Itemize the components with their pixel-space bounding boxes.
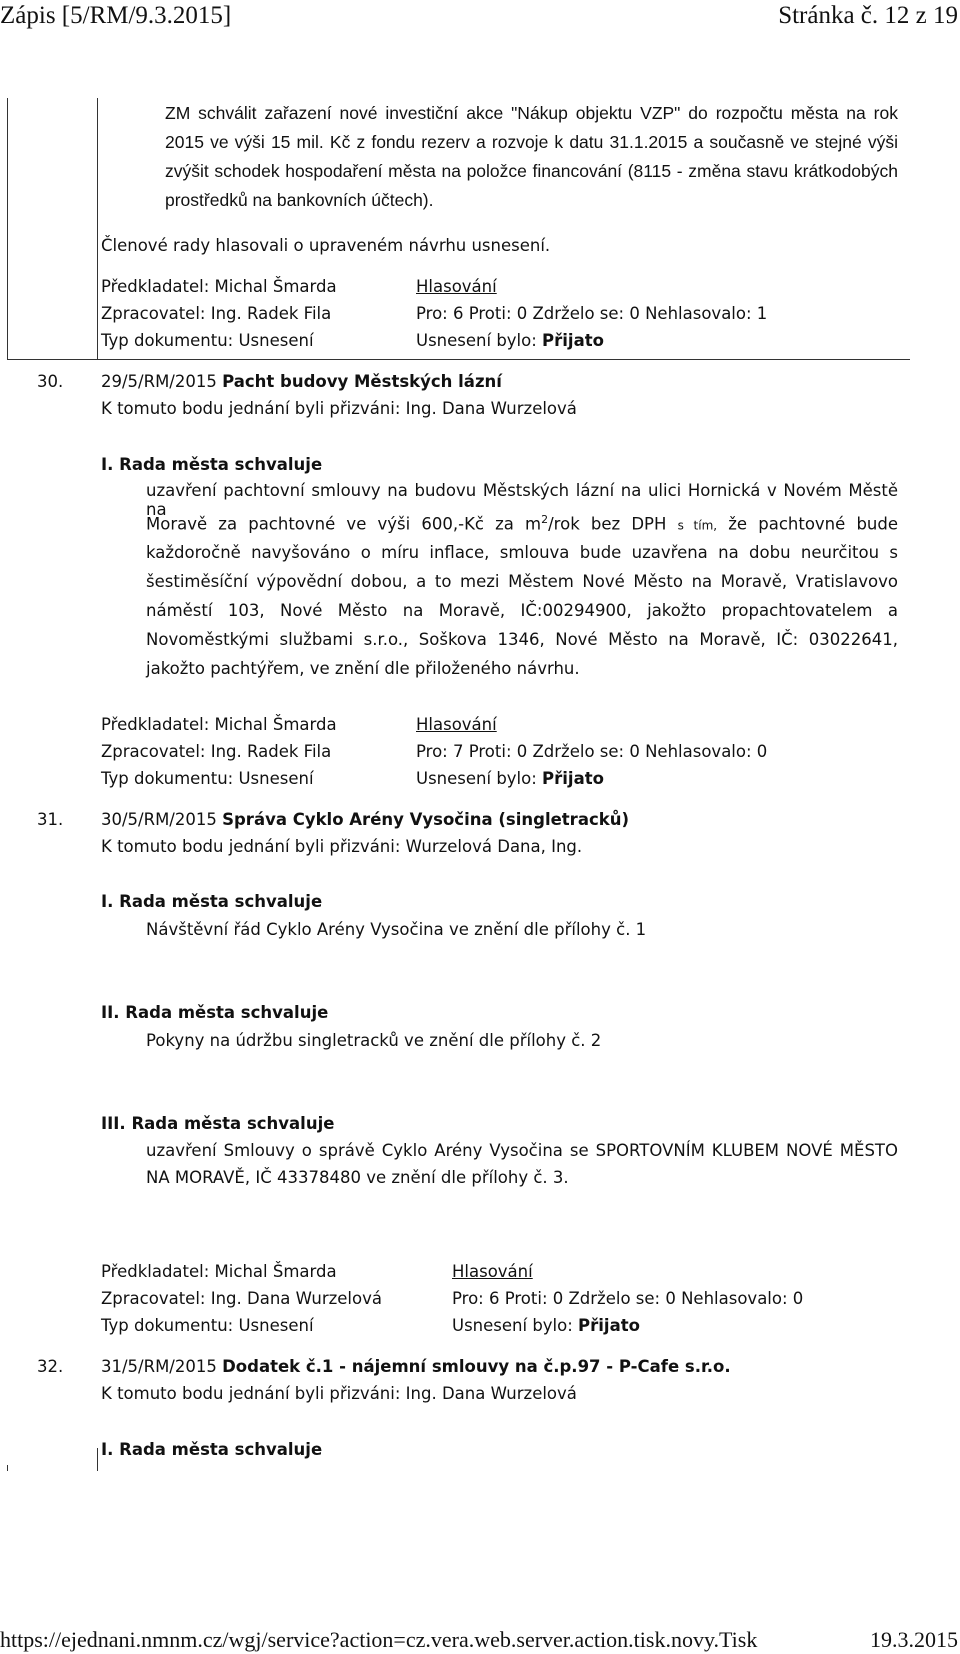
item-number: 31. (37, 810, 64, 829)
resolution-text-rest: každoročně navyšováno o míru inflace, smlouva bude uzavřena na dobu neurčitou s šestiměsíční výpovědní dobou, a to mezi Městem Nové Město na Moravě, Vratislavovo náměstí 103, Nové Město na Moravě, IČ:00294900, jakožto propachtovatelem a Novoměstkými službami s.r.o., Soškova 1346, Nové Město na Moravě, IČ: 03022641, jakožto pachtýřem, ve znění dle přiloženého návrhu. (146, 543, 898, 678)
page-footer-date: 19.3.2015 (870, 1627, 958, 1652)
result-label: Usnesení bylo: (416, 769, 543, 788)
resolution-heading (101, 455, 322, 474)
table-left-border (7, 98, 8, 360)
resolution-heading-text: Rada města schvaluje (119, 1440, 323, 1459)
item-title-text: Pacht budovy Městských lázní (222, 372, 502, 391)
item-title (101, 1357, 731, 1376)
resolution-text: Pokyny na údržbu singletracků ve znění dle přílohy č. 2 (146, 1031, 602, 1050)
carryover-result (416, 331, 604, 350)
carryover-hlasovani-heading: Hlasování (416, 277, 497, 296)
page-header-page-number: Stránka č. 12 z 19 (778, 2, 958, 29)
carryover-zpracovatel: Zpracovatel: Ing. Radek Fila (101, 304, 332, 323)
resolution-number: I. (101, 455, 120, 474)
resolution-text: Návštěvní řád Cyklo Arény Vysočina ve znění dle přílohy č. 1 (146, 920, 647, 939)
resolution-heading-text: Rada města schvaluje (131, 1114, 335, 1133)
carryover-predkladatel: Předkladatel: Michal Šmarda (101, 277, 337, 296)
item-title-text: Dodatek č.1 - nájemní smlouvy na č.p.97 - P-Cafe s.r.o. (222, 1357, 731, 1376)
table-inner-border (97, 98, 98, 360)
resolution-number: III. (101, 1114, 132, 1133)
resolution-text-part: /rok bez DPH (548, 514, 678, 534)
resolution-text-line1: uzavření Smlouvy o správě Cyklo Arény Vysočina se SPORTOVNÍM KLUBEM NOVÉ MĚSTO (146, 1141, 898, 1160)
page-footer-url: https://ejednani.nmnm.cz/wgj/service?action=cz.vera.web.server.action.tisk.novy.Tisk (0, 1627, 758, 1652)
table-bottom-border (7, 359, 910, 360)
resolution-number: I. (101, 1440, 120, 1459)
item30-hlasovani-heading: Hlasování (416, 715, 497, 734)
resolution-number: II. (101, 1003, 126, 1022)
resolution-text-part: že pachtovné bude (717, 514, 899, 534)
item30-result (416, 769, 604, 788)
item30-votes: Pro: 7 Proti: 0 Zdrželo se: 0 Nehlasovalo: 0 (416, 742, 768, 761)
result-value: Přijato (542, 331, 604, 350)
table-inner-border-bottom (97, 1448, 98, 1471)
carryover-typ: Typ dokumentu: Usnesení (101, 331, 314, 350)
item31-predkladatel: Předkladatel: Michal Šmarda (101, 1262, 337, 1281)
resolution-heading (101, 892, 322, 911)
item-title (101, 810, 629, 829)
item-number: 32. (37, 1357, 64, 1376)
superscript-2: 2 (541, 513, 549, 526)
item-invited: K tomuto bodu jednání byli přizváni: Ing. Dana Wurzelová (101, 1384, 577, 1403)
members-note: Členové rady hlasovali o upraveném návrhu usnesení. (101, 236, 551, 255)
page-header-title: Zápis [5/RM/9.3.2015] (0, 2, 232, 29)
item30-predkladatel: Předkladatel: Michal Šmarda (101, 715, 337, 734)
resolution-heading (101, 1440, 322, 1459)
resolution-text-line1: uzavření pachtovní smlouvy na budovu Městských lázní na ulici Hornická v Novém Městě na (146, 481, 898, 519)
item31-votes: Pro: 6 Proti: 0 Zdrželo se: 0 Nehlasovalo: 0 (452, 1289, 804, 1308)
item-number: 30. (37, 372, 64, 391)
resolution-text-part: Moravě za pachtovné ve výši 600,-Kč za m (146, 514, 542, 534)
result-value: Přijato (542, 769, 604, 788)
item-title (101, 372, 502, 391)
resolution-heading (101, 1003, 328, 1022)
item31-zpracovatel: Zpracovatel: Ing. Dana Wurzelová (101, 1289, 382, 1308)
item-title-text: Správa Cyklo Arény Vysočina (singletracků) (222, 810, 629, 829)
item-code: 29/5/RM/2015 (101, 372, 223, 391)
item31-result (452, 1316, 640, 1335)
item30-zpracovatel: Zpracovatel: Ing. Radek Fila (101, 742, 332, 761)
item30-typ: Typ dokumentu: Usnesení (101, 769, 314, 788)
result-value: Přijato (578, 1316, 640, 1335)
resolution-heading-text: Rada města schvaluje (125, 1003, 329, 1022)
table-left-border-bottom (7, 1465, 8, 1471)
item31-typ: Typ dokumentu: Usnesení (101, 1316, 314, 1335)
item31-hlasovani-heading: Hlasování (452, 1262, 533, 1281)
item-code: 30/5/RM/2015 (101, 810, 223, 829)
resolution-number: I. (101, 892, 120, 911)
item-invited: K tomuto bodu jednání byli přizváni: Wurzelová Dana, Ing. (101, 837, 583, 856)
resolution-text-line2 (146, 513, 898, 534)
item-code: 31/5/RM/2015 (101, 1357, 223, 1376)
result-label: Usnesení bylo: (452, 1316, 579, 1335)
resolution-heading-text: Rada města schvaluje (119, 455, 323, 474)
resolution-heading-text: Rada města schvaluje (119, 892, 323, 911)
item-invited: K tomuto bodu jednání byli přizváni: Ing. Dana Wurzelová (101, 399, 577, 418)
resolution-heading (101, 1114, 334, 1133)
resolution-text-line2: NA MORAVĚ, IČ 43378480 ve znění dle přílohy č. 3. (146, 1168, 569, 1187)
carryover-paragraph: ZM schválit zařazení nové investiční akce "Nákup objektu VZP" do rozpočtu města na rok 2015 ve výši 15 mil. Kč z fondu rezerv a rozvoje k datu 31.1.2015 a současně ve stejné výši zvýšit schodek hospodaření města na položce financování (8115 - změna stavu krátkodobých prostředků na bankovních účtech). (165, 103, 898, 210)
resolution-text-small: s tím, (677, 518, 718, 533)
carryover-votes: Pro: 6 Proti: 0 Zdrželo se: 0 Nehlasovalo: 1 (416, 304, 768, 323)
result-label: Usnesení bylo: (416, 331, 543, 350)
